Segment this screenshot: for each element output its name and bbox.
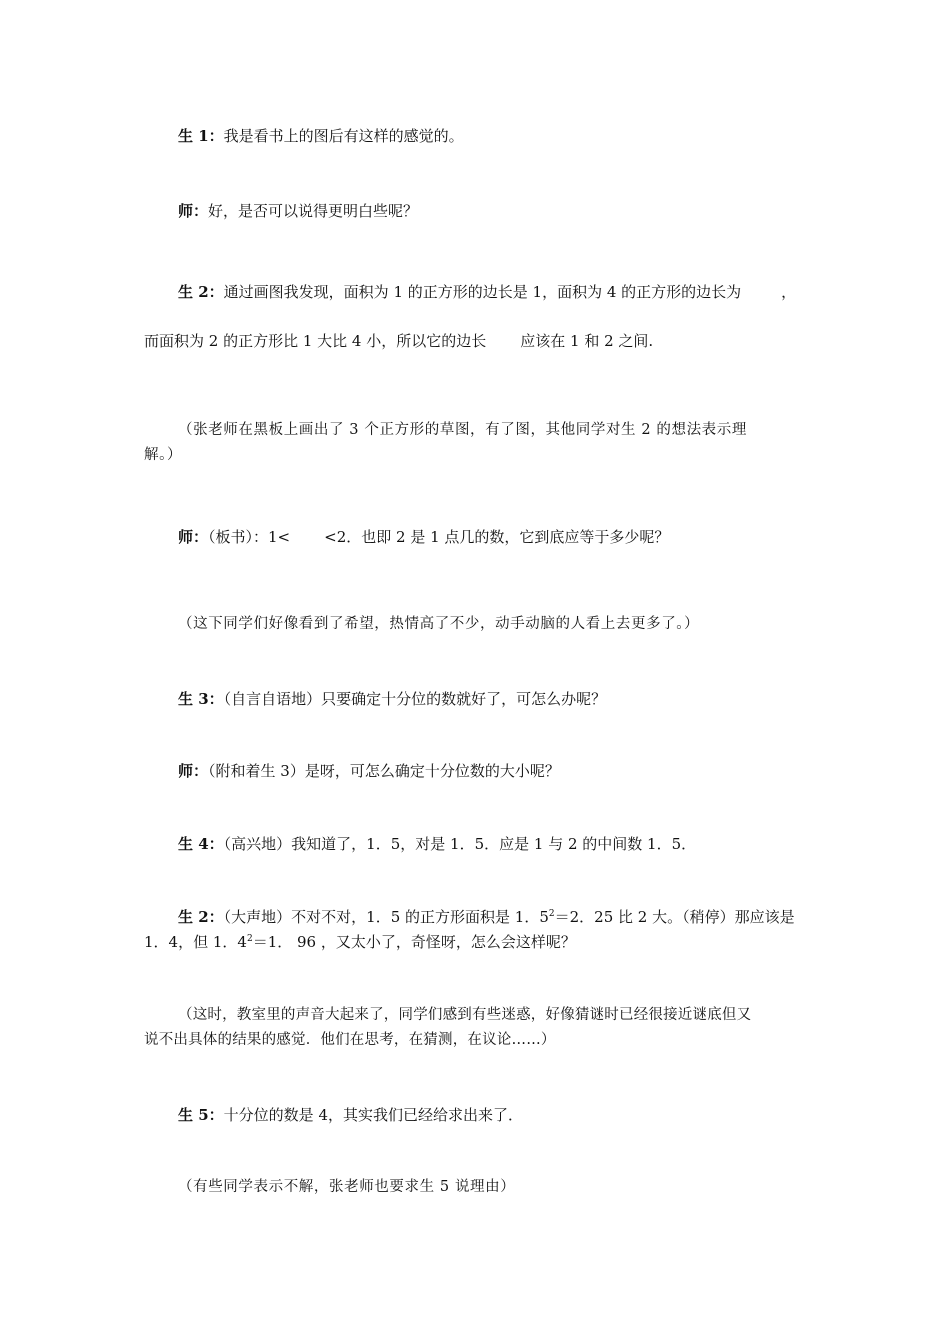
note-text: （这时，教室里的声音大起来了，同学们感到有些迷惑，好像猜谜时已经很接近谜底但又 <box>178 1007 752 1023</box>
dialogue-line-8b <box>144 932 576 952</box>
line-tail: ， <box>781 283 797 301</box>
line-text: ＝2．25 比 2 大。（稍停）那应该是 <box>554 908 795 926</box>
note-text: （张老师在黑板上画出了 3 个正方形的草图，有了图，其他同学对生 2 的想法表示理 <box>178 422 747 438</box>
speaker-label: 师： <box>178 528 209 546</box>
dialogue-line-8a <box>178 907 795 927</box>
speaker-label: 生 2： <box>178 283 224 301</box>
line-text: ＝1． 96 ，又太小了，奇怪呀，怎么会这样呢？ <box>252 933 576 951</box>
line-text: （板书）：1< <box>208 528 291 546</box>
line-text: （高兴地）我知道了，1．5，对是 1．5．应是 1 与 2 的中间数 1．5． <box>223 835 697 853</box>
line-text: <2．也即 2 是 1 点几的数，它到底应等于多少呢？ <box>324 528 670 546</box>
line-text: 十分位的数是 4，其实我们已经给求出来了． <box>223 1106 523 1124</box>
line-text: （附和着生 3）是呀，可怎么确定十分位数的大小呢？ <box>208 762 560 780</box>
stage-note-1b <box>144 445 182 465</box>
speaker-label: 生 1： <box>178 127 224 145</box>
line-text: 而面积为 2 的正方形比 1 大比 4 小，所以它的边长 <box>144 332 487 350</box>
stage-note-3a <box>178 1005 751 1025</box>
dialogue-line-7 <box>178 834 696 854</box>
line-text: （自言自语地）只要确定十分位的数就好了，可怎么办呢？ <box>223 690 607 708</box>
dialogue-line-2 <box>178 201 418 221</box>
line-text: 好，是否可以说得更明白些呢？ <box>208 202 419 220</box>
stage-note-4 <box>178 1177 515 1197</box>
note-text: 解。） <box>144 447 183 463</box>
dialogue-line-1 <box>178 126 464 146</box>
note-text: 说不出具体的结果的感觉．他们在思考，在猜测，在议论……） <box>144 1032 556 1048</box>
speaker-label: 生 4： <box>178 835 224 853</box>
dialogue-line-3b <box>144 331 653 351</box>
dialogue-line-4 <box>178 527 669 547</box>
dialogue-line-9 <box>178 1105 523 1125</box>
superscript: 2 <box>548 909 555 919</box>
stage-note-3b <box>144 1030 556 1050</box>
superscript: 2 <box>246 934 253 944</box>
dialogue-line-5 <box>178 689 606 709</box>
speaker-label: 生 5： <box>178 1106 224 1124</box>
line-text: （大声地）不对不对，1．5 的正方形面积是 1．5 <box>223 908 549 926</box>
note-text: （有些同学表示不解，张老师也要求生 5 说理由） <box>178 1179 516 1195</box>
dialogue-line-6 <box>178 761 560 781</box>
line-text: 1．4，但 1．4 <box>144 933 247 951</box>
note-text: （这下同学们好像看到了希望，热情高了不少，动手动脑的人看上去更多了。） <box>178 616 700 632</box>
stage-note-2 <box>178 614 699 634</box>
line-text: 通过画图我发现，面积为 1 的正方形的边长是 1，面积为 4 的正方形的边长为 <box>223 283 742 301</box>
dialogue-line-3a <box>178 282 796 302</box>
speaker-label: 师： <box>178 202 209 220</box>
line-text: 我是看书上的图后有这样的感觉的。 <box>223 127 464 145</box>
speaker-label: 师： <box>178 762 209 780</box>
stage-note-1a <box>178 420 747 440</box>
speaker-label: 生 2： <box>178 908 224 926</box>
speaker-label: 生 3： <box>178 690 224 708</box>
line-text: 应该在 1 和 2 之间. <box>520 332 654 350</box>
